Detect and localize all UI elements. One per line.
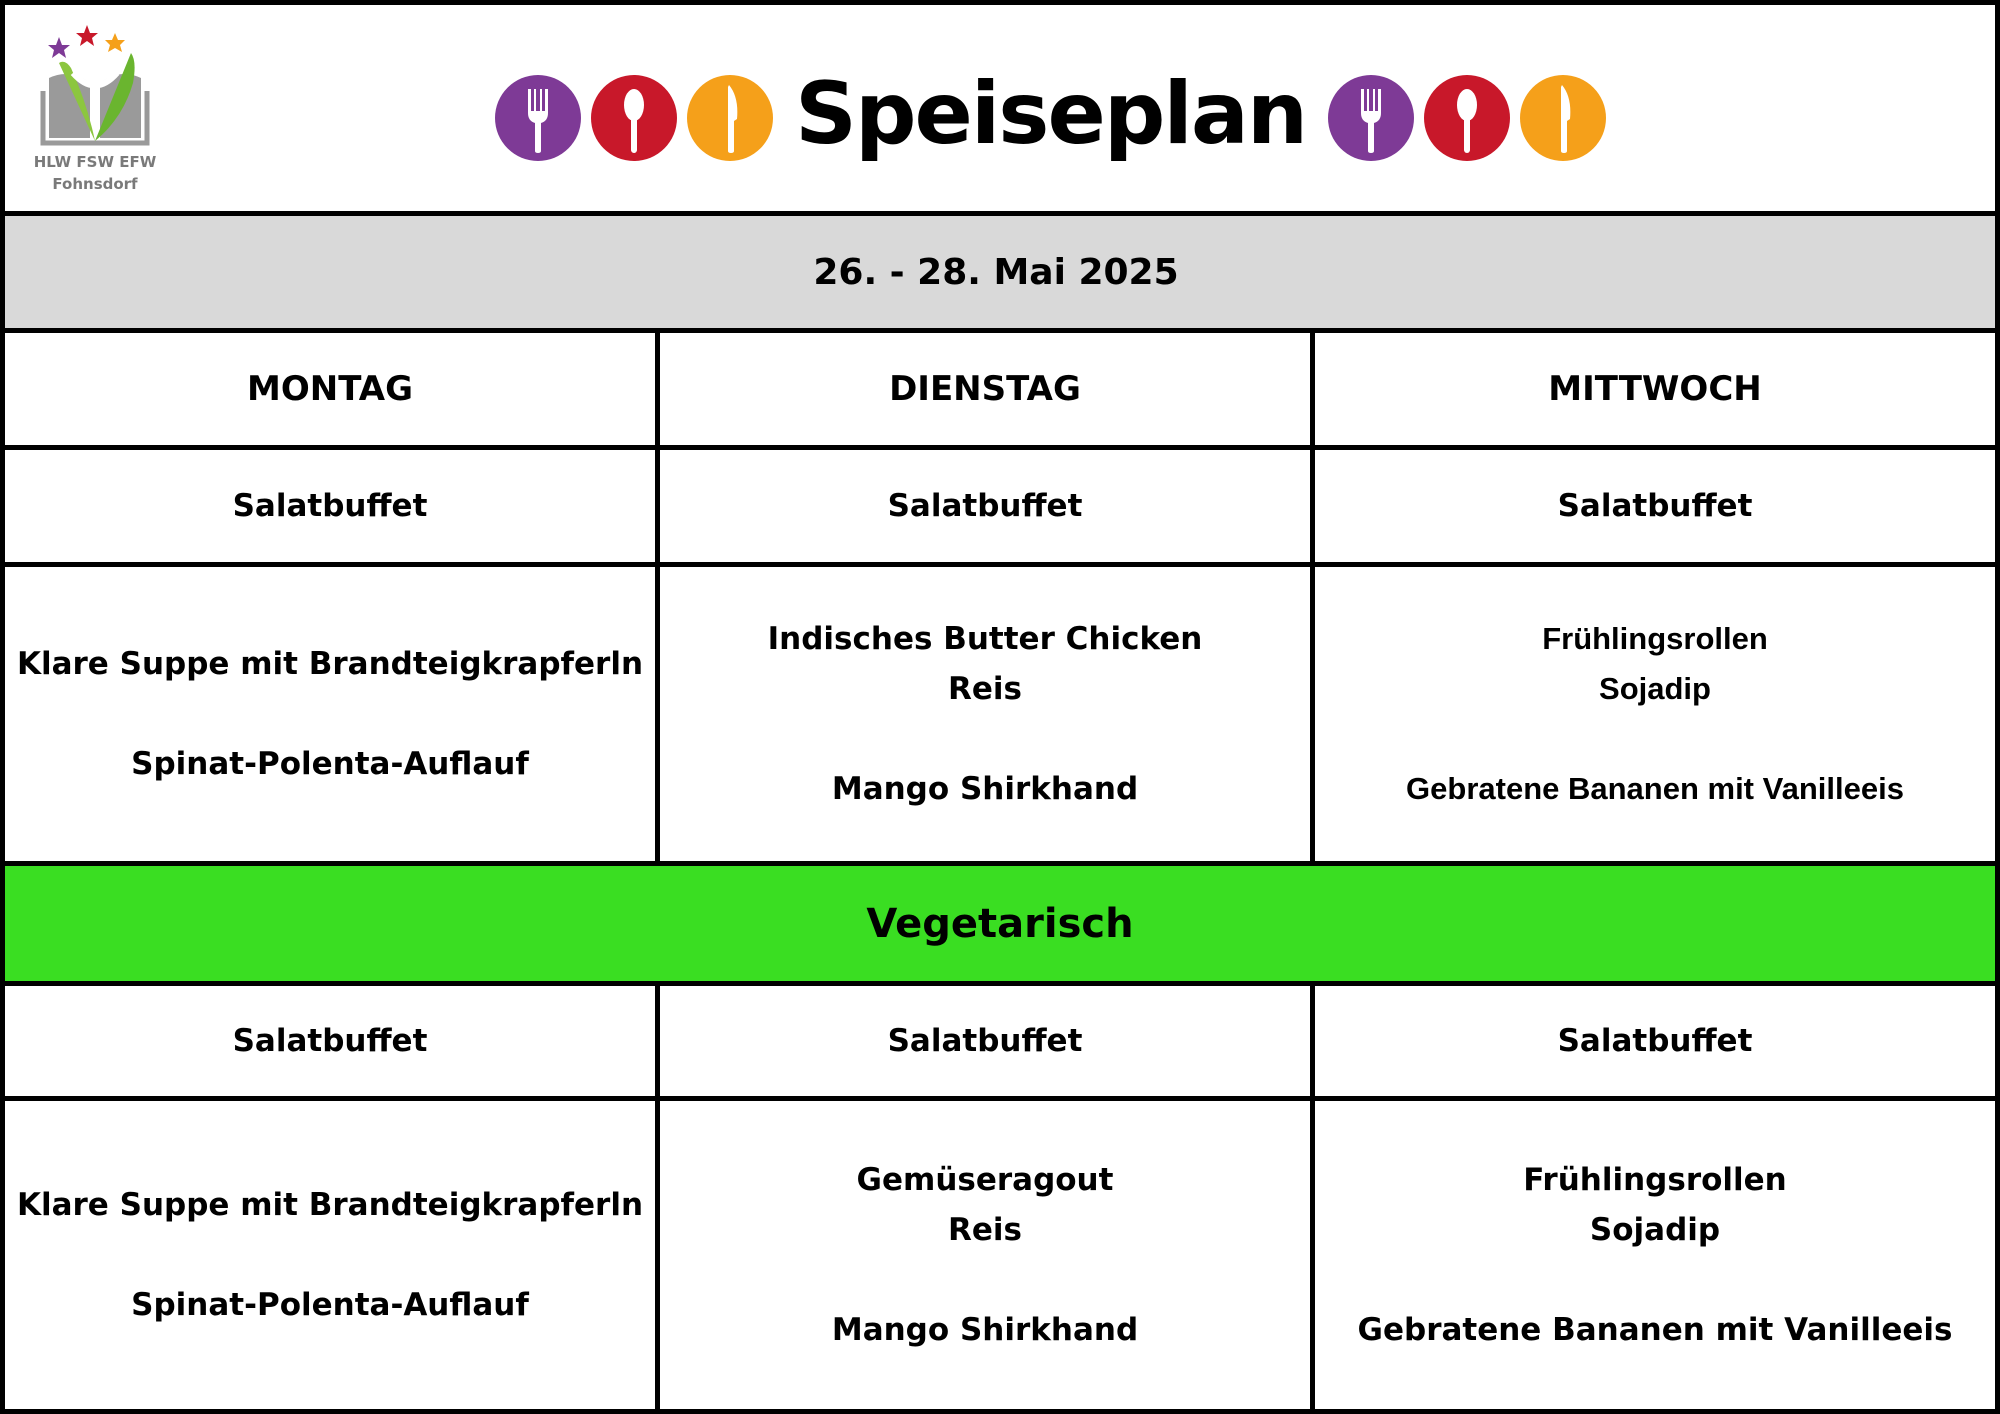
knife-icon [687, 75, 773, 161]
header [5, 5, 1995, 216]
menu-row [5, 567, 1995, 866]
vegetarian-label: Vegetarisch [866, 900, 1134, 947]
vegetarian-menu-row [5, 1101, 1995, 1414]
salad-cell: Salatbuffet [5, 986, 660, 1096]
salad-cell: Salatbuffet [5, 450, 660, 562]
dessert: Gebratene Bananen mit Vanilleeis [1357, 1312, 1953, 1348]
main-dish: Indisches Butter Chicken [767, 621, 1203, 657]
spoon-icon [1424, 75, 1510, 161]
side-dish: Sojadip [1599, 671, 1711, 706]
dessert: Spinat-Polenta-Auflauf [131, 746, 529, 782]
book-logo-icon [35, 23, 155, 148]
main-dish: Frühlingsrollen [1523, 1162, 1787, 1198]
salad-cell: Salatbuffet [660, 986, 1315, 1096]
date-range-band [5, 216, 1995, 333]
dessert: Gebratene Bananen mit Vanilleeis [1406, 771, 1904, 806]
fork-icon [495, 75, 581, 161]
dessert: Mango Shirkhand [831, 1312, 1139, 1348]
page-title: Speiseplan [795, 64, 1307, 164]
salad-cell: Salatbuffet [1557, 1023, 1753, 1059]
side-dish: Sojadip [1589, 1212, 1721, 1248]
vegetarian-band [5, 866, 1995, 986]
day-wednesday: MITTWOCH [1548, 369, 1762, 409]
salad-cell: Salatbuffet [660, 450, 1315, 562]
fork-icon [1328, 75, 1414, 161]
side-dish: Reis [948, 1212, 1022, 1248]
day-tuesday: DIENSTAG [660, 333, 1315, 445]
main-dish: Gemüseragout [856, 1162, 1114, 1198]
school-logo [25, 23, 165, 198]
salad-cell: Salatbuffet [1557, 488, 1753, 524]
menu-cell-tuesday [660, 567, 1315, 861]
main-dish: Klare Suppe mit Brandteigkrapferln [16, 646, 644, 682]
main-dish: Frühlingsrollen [1542, 621, 1768, 656]
date-range: 26. - 28. Mai 2025 [813, 251, 1179, 293]
menu-cell-wednesday [1315, 567, 1995, 861]
side-dish: Reis [948, 671, 1022, 707]
dessert: Mango Shirkhand [831, 771, 1139, 807]
dessert: Spinat-Polenta-Auflauf [131, 1287, 529, 1323]
menu-cell-monday [5, 567, 660, 861]
spoon-icon [591, 75, 677, 161]
veg-menu-cell-tuesday [660, 1101, 1315, 1409]
logo-text-line2: Fohnsdorf [52, 175, 138, 193]
veg-menu-cell-monday [5, 1101, 660, 1409]
logo-text-line1: HLW FSW EFW [33, 153, 157, 171]
main-dish: Klare Suppe mit Brandteigkrapferln [16, 1187, 644, 1223]
day-monday: MONTAG [5, 333, 660, 445]
salad-row [5, 450, 1995, 567]
vegetarian-salad-row [5, 986, 1995, 1101]
title-area [495, 63, 1606, 173]
veg-menu-cell-wednesday [1315, 1101, 1995, 1409]
knife-icon [1520, 75, 1606, 161]
day-header-row [5, 333, 1995, 450]
